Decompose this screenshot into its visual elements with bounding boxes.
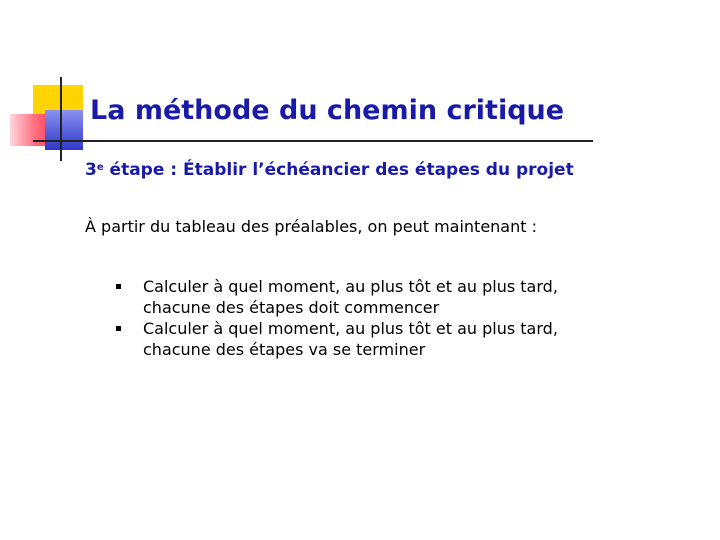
subtitle-text: étape : Établir l’échéancier des étapes du projet xyxy=(103,160,574,180)
list-item-line: Calculer à quel moment, au plus tôt et au plus tard, xyxy=(143,277,558,296)
subtitle-step-superscript: e xyxy=(96,162,104,173)
square-bullet-icon xyxy=(116,284,121,289)
list-item-line: Calculer à quel moment, au plus tôt et au plus tard, xyxy=(143,319,558,338)
intro-text: À partir du tableau des préalables, on peut maintenant : xyxy=(85,217,537,236)
slide-subtitle xyxy=(85,160,574,180)
bullet-list xyxy=(116,276,676,360)
list-item-line: chacune des étapes doit commencer xyxy=(143,298,440,317)
list-item-line: chacune des étapes va se terminer xyxy=(143,340,426,359)
slide-title: La méthode du chemin critique xyxy=(90,95,565,126)
decor-blue-square xyxy=(45,110,83,150)
list-item xyxy=(116,318,676,360)
subtitle-step-number: 3 xyxy=(85,160,97,180)
square-bullet-icon xyxy=(116,326,121,331)
decor-vertical-line xyxy=(60,77,62,161)
list-item xyxy=(116,276,676,318)
title-underline xyxy=(33,140,593,142)
